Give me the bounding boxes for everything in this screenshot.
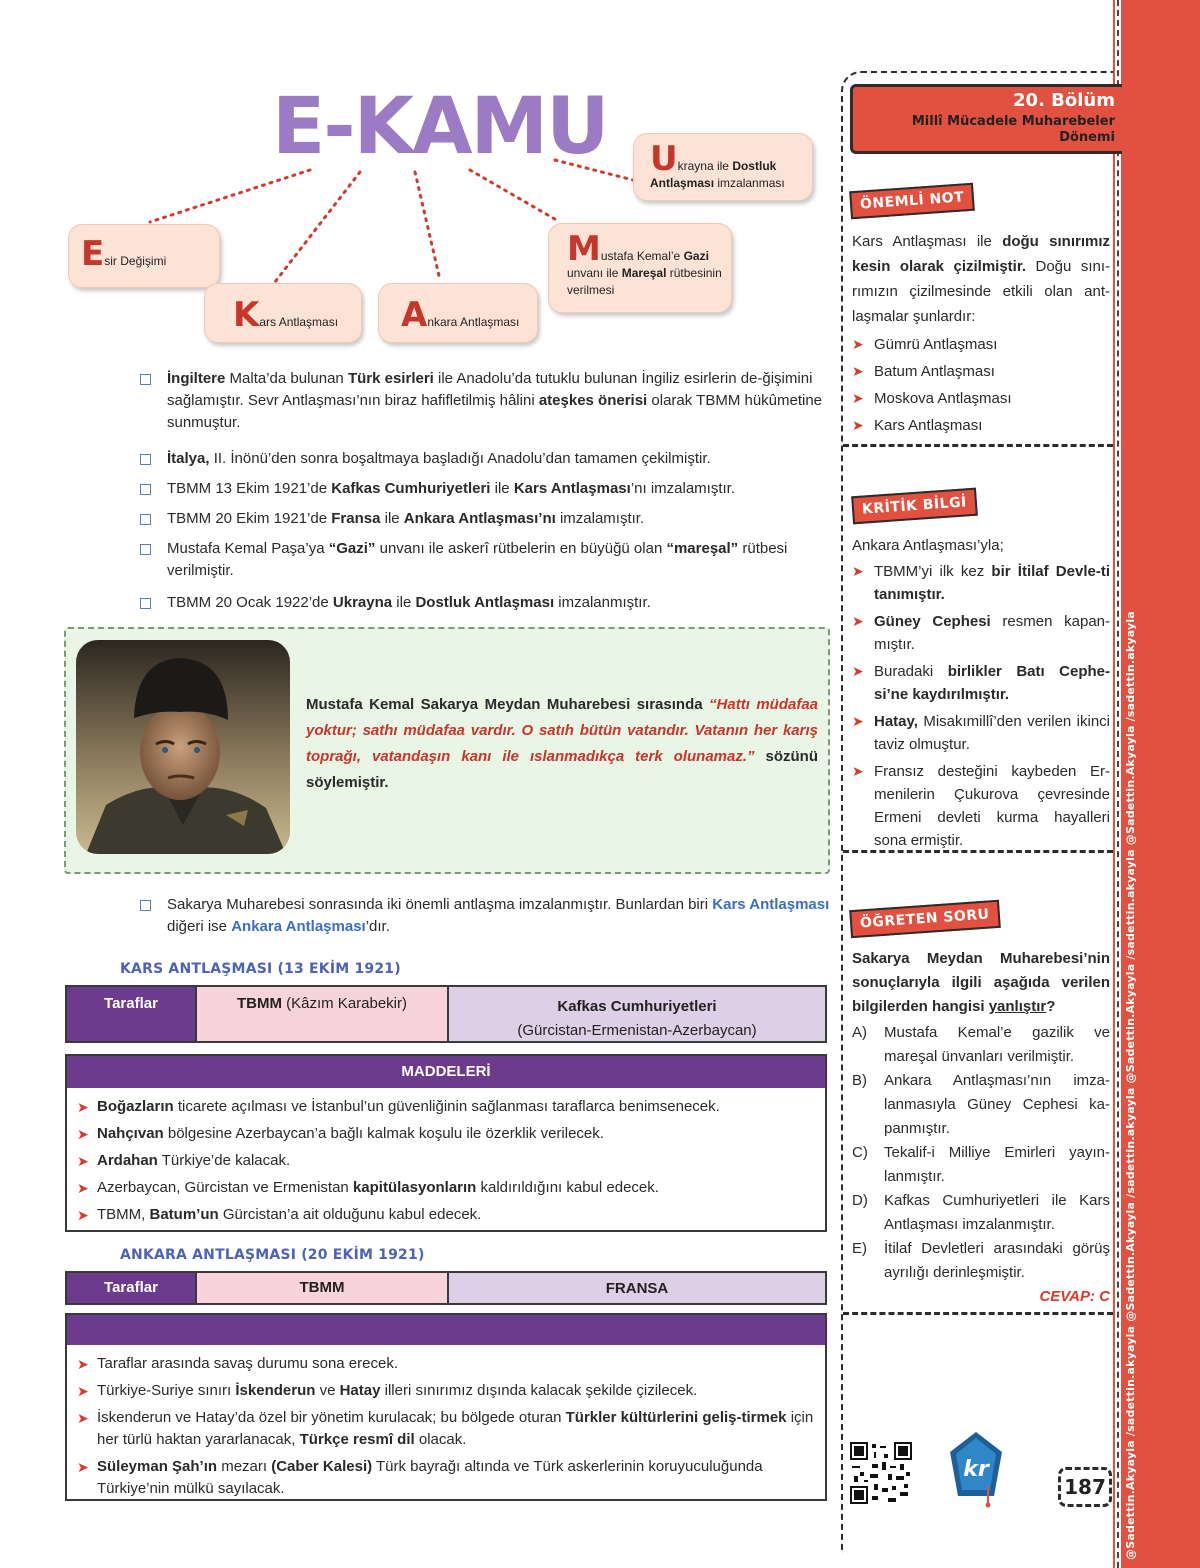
- text: Mustafa Kemal Sakarya Meydan Muharebesi sırasında: [306, 696, 710, 713]
- arrow-icon: ➤: [852, 417, 864, 433]
- bold-text: Nahçıvan: [97, 1125, 164, 1142]
- text: imzalanmıştır.: [554, 594, 651, 611]
- bold-text: Batum’un: [149, 1206, 219, 1223]
- bold-text: (Caber Kalesi): [271, 1458, 373, 1475]
- arrow-icon: ➤: [77, 1207, 89, 1223]
- question-text: [852, 947, 1110, 1019]
- parties-label: Taraflar: [67, 1273, 197, 1303]
- text: rütbesi verilmiştir.: [167, 540, 788, 579]
- text: Kars Antlaşması ile: [852, 233, 1003, 250]
- text: Ankara Antlaşması’yla;: [852, 537, 1004, 554]
- mindmap-text-bold: Antlaşması: [650, 176, 715, 190]
- answer-option: [852, 1189, 1110, 1237]
- text: imzalamıştır.: [555, 510, 645, 527]
- kars-articles-box: [65, 1054, 827, 1232]
- bold-text: Kafkas Cumhuriyetleri: [557, 998, 717, 1015]
- list-item: [852, 333, 1110, 356]
- list-item: [852, 760, 1110, 852]
- checkbox-square-icon: [140, 900, 151, 911]
- bold-text: birlikler Batı Cephe-si’ne kaydırılmıştır.: [874, 663, 1111, 703]
- option-letter: E): [852, 1240, 867, 1257]
- bold-text: “mareşal”: [666, 540, 739, 557]
- publisher-logo: [948, 1430, 1004, 1510]
- text: kaldırıldığını kabul edecek.: [476, 1179, 659, 1196]
- bold-text: kapitülasyonların: [352, 1179, 477, 1196]
- list-item: [140, 508, 830, 530]
- text: ?: [1046, 998, 1056, 1015]
- critical-info-text: [852, 533, 1110, 856]
- text: ’dır.: [365, 918, 390, 935]
- arrow-icon: ➤: [77, 1126, 89, 1142]
- critical-info-list: [852, 560, 1110, 852]
- bold-text: bir İtilaf Devle-ti tanımıştır.: [874, 563, 1110, 603]
- text: unvanı ile askerî rütbelerin en büyüğü olan: [375, 540, 667, 557]
- text: Malta’da bulunan: [225, 370, 348, 387]
- articles-header: MADDELERİ: [67, 1056, 825, 1088]
- list-item: [852, 560, 1110, 606]
- text: Dönemi: [1059, 130, 1115, 145]
- list-item: [140, 368, 830, 440]
- mindmap-text: ars Antlaşması: [259, 315, 339, 329]
- list-item: [852, 660, 1110, 706]
- teaching-question: [852, 947, 1110, 1309]
- bold-text: TBMM: [236, 995, 282, 1012]
- qr-code[interactable]: [848, 1440, 914, 1506]
- text: mezarı: [217, 1458, 272, 1475]
- text: Sakarya Muharebesi sonrasında iki önemli antlaşma imzalanmıştır. Bunlardan biri: [167, 896, 713, 913]
- ankara-section-title: ANKARA ANTLAŞMASI (20 EKİM 1921): [120, 1247, 425, 1263]
- answer-option: [852, 1141, 1110, 1189]
- arrow-icon: ➤: [77, 1459, 89, 1475]
- bold-text: Kars Antlaşması: [513, 480, 631, 497]
- list-item: [852, 710, 1110, 756]
- answer-key: CEVAP: C: [1039, 1288, 1110, 1305]
- bold-text: Ardahan: [97, 1152, 158, 1169]
- mindmap-box-esir: [68, 224, 220, 288]
- arrow-icon: ➤: [852, 390, 864, 406]
- text: Mustafa Kemal Paşa’ya: [167, 540, 329, 557]
- mindmap-text: rütbesinin: [666, 266, 722, 280]
- bold-text: Güney Cephesi: [874, 613, 991, 630]
- quote-red-text: “Hattı müdafaa yoktur; sathı müdafaa vardır. O satıh bütün vatandır. Vatanın her karış toprağı, vatandaşın kanı ile ıslanmadıkça terk olunamaz.”: [306, 696, 818, 765]
- bold-text: Hatay: [339, 1382, 381, 1399]
- teaching-question-tag: ÖĞRETEN SORU: [849, 900, 1000, 938]
- edge-cut-line: [1117, 0, 1119, 1568]
- text: (Kâzım Karabekir): [281, 995, 408, 1012]
- option-letter: C): [852, 1144, 868, 1161]
- list-item: [852, 414, 1110, 437]
- arrow-icon: ➤: [852, 763, 864, 779]
- mindmap-box-ankara: [378, 283, 538, 343]
- mindmap-text-bold: Mareşal: [621, 266, 667, 280]
- text: ile: [490, 480, 514, 497]
- quote-text: [306, 692, 818, 796]
- arrow-icon: ➤: [852, 713, 864, 729]
- text: ve: [315, 1382, 340, 1399]
- party-2: FRANSA: [449, 1273, 825, 1303]
- list-item: [140, 592, 830, 614]
- answer-option: [852, 1237, 1110, 1285]
- list-item: [140, 448, 830, 470]
- text: resmen kapan-mıştır.: [874, 613, 1111, 653]
- bold-text: Kafkas Cumhuriyetleri: [331, 480, 491, 497]
- mindmap-box-kars: [204, 283, 362, 343]
- important-note-tag: ÖNEMLİ NOT: [849, 183, 975, 220]
- text: ticarete açılması ve İstanbul’un güvenliğinin sağlanması taraflarca benimsenecek.: [173, 1098, 720, 1115]
- underlined-text: yanlıştır: [988, 998, 1047, 1015]
- important-note-list: [852, 333, 1110, 437]
- list-item: [77, 1407, 815, 1451]
- text: TBMM 20 Ekim 1921’de: [167, 510, 332, 527]
- section-divider: [843, 850, 1113, 853]
- critical-info-tag: KRİTİK BİLGİ: [851, 488, 977, 525]
- bold-text: İskenderun: [235, 1382, 316, 1399]
- bold-text: ateşkes önerisi: [538, 392, 648, 409]
- mindmap-box-mustafa: [548, 223, 732, 313]
- svg-text:kr: kr: [963, 1457, 989, 1482]
- list-item: [852, 387, 1110, 410]
- text: TBMM 13 Ekim 1921’de: [167, 480, 332, 497]
- text: Buradaki: [874, 663, 948, 680]
- text: Moskova Antlaşması: [874, 390, 1012, 407]
- text: TBMM’yi ilk kez: [874, 563, 992, 580]
- ankara-articles-box: [65, 1313, 827, 1501]
- option-text: Mustafa Kemal’e gazilik ve mareşal ünvanları verilmiştir.: [884, 1024, 1110, 1065]
- list-item: [77, 1380, 815, 1402]
- bold-text: Türkçe resmî dil: [299, 1431, 415, 1448]
- text: Türkiye’de kalacak.: [157, 1152, 291, 1169]
- checkbox-square-icon: [140, 484, 151, 495]
- party-1: [197, 987, 449, 1041]
- blue-text: Ankara Antlaşması: [231, 918, 366, 935]
- text: için her türlü haktan yararlanacak,: [97, 1409, 814, 1448]
- option-letter: B): [852, 1072, 867, 1089]
- mindmap-letter: U: [650, 139, 678, 179]
- text: Misakımillî’den verilen ikinci taviz olmuştur.: [874, 713, 1110, 753]
- text: bölgesine Azerbaycan’a bağlı kalmak koşulu ile özerklik verilecek.: [163, 1125, 604, 1142]
- checkbox-square-icon: [140, 454, 151, 465]
- text: TBMM,: [97, 1206, 150, 1223]
- checkbox-square-icon: [140, 374, 151, 385]
- portrait-image: [76, 640, 290, 854]
- important-note-text: [852, 229, 1110, 441]
- bullet-list: [140, 368, 830, 622]
- bold-text: Hatay,: [874, 713, 918, 730]
- text: olacak.: [414, 1431, 467, 1448]
- text: Kars Antlaşması: [874, 417, 983, 434]
- mindmap-box-ukrayna: [633, 133, 813, 201]
- arrow-icon: ➤: [77, 1153, 89, 1169]
- bold-text: “Gazi”: [328, 540, 376, 557]
- chapter-number: 20. Bölüm: [1013, 90, 1115, 111]
- list-item: [140, 538, 830, 584]
- bold-text: İngiltere: [167, 370, 226, 387]
- arrow-icon: ➤: [77, 1383, 89, 1399]
- mindmap-letter: E: [81, 234, 105, 274]
- articles-list: [67, 1088, 825, 1237]
- text: Millî Mücadele Muharebeler: [911, 114, 1115, 129]
- text: ile: [380, 510, 404, 527]
- arrow-icon: ➤: [77, 1410, 89, 1426]
- bold-text: Fransa: [331, 510, 381, 527]
- text: Gümrü Antlaşması: [874, 336, 998, 353]
- arrow-icon: ➤: [852, 563, 864, 579]
- text: ’nı imzalamıştır.: [630, 480, 735, 497]
- section-divider: [843, 1312, 1113, 1315]
- text: Türk bayrağı altında ve Türk askerlerinin koruyuculuğunda Türkiye’nin mülkü sayılacak.: [97, 1458, 763, 1497]
- option-text: Kafkas Cumhuriyetleri ile Kars Antlaşması imzalanmıştır.: [884, 1192, 1110, 1233]
- option-text: Ankara Antlaşması’nın imza-lanmasıyla Güney Cephesi ka-panmıştır.: [884, 1072, 1110, 1137]
- bold-text: Türk esirleri: [347, 370, 434, 387]
- mindmap-text: unvanı ile: [567, 266, 622, 280]
- mindmap-text-bold: Dostluk: [732, 159, 777, 173]
- bold-text: Türkler kültürlerini geliş-tirmek: [565, 1409, 787, 1426]
- blue-text: Kars Antlaşması: [712, 896, 830, 913]
- articles-header: [67, 1315, 825, 1345]
- text: Fransız desteğini kaybeden Er-menilerin Çukurova çevresinde Ermeni devleti kurma hayalleri sona ermiştir.: [874, 763, 1110, 849]
- ankara-parties-row: [65, 1271, 827, 1305]
- checkbox-square-icon: [140, 598, 151, 609]
- arrow-icon: ➤: [77, 1099, 89, 1115]
- bold-text: doğu sınırımız kesin olarak çizilmiştir.: [852, 233, 1111, 275]
- bold-text: İtalya,: [167, 450, 210, 467]
- text: İskenderun ve Hatay’da özel bir yönetim kurulacak; bu bölgede oturan: [97, 1409, 566, 1426]
- text: II. İnönü’den sonra boşaltmaya başladığı Anadolu’dan tamamen çekilmiştir.: [209, 450, 711, 467]
- party-2: [449, 987, 825, 1041]
- text: (Gürcistan-Ermenistan-Azerbaycan): [517, 1022, 757, 1039]
- mindmap-text: ustafa Kemal’e: [600, 249, 684, 263]
- arrow-icon: ➤: [77, 1180, 89, 1196]
- mindmap-letter: K: [233, 295, 260, 335]
- section-divider: [843, 444, 1113, 447]
- mindmap-text: imzalanması: [714, 176, 785, 190]
- list-item: [77, 1204, 815, 1226]
- mindmap-text: krayna ile: [677, 159, 733, 173]
- option-letter: A): [852, 1024, 867, 1041]
- list-item: [140, 478, 830, 500]
- option-text: İtilaf Devletleri arasındaki görüş ayrılığı derinleşmiştir.: [884, 1240, 1110, 1281]
- arrow-icon: ➤: [852, 363, 864, 379]
- bold-text: Ukrayna: [332, 594, 393, 611]
- text: TBMM 20 Ocak 1922’de: [167, 594, 333, 611]
- social-handle-text: @Sadettin.Akyayla /sadettin.akyayla @Sadettin.Akyayla /sadettin.akyayla @Sadettin.Akyayla /sadettin.akyayla @Sadettin.Akyayla /sadettin.akyayla: [1124, 610, 1137, 1560]
- mindmap-title: E-KAMU: [272, 82, 608, 172]
- mindmap-letter: M: [567, 229, 601, 269]
- text: Batum Antlaşması: [874, 363, 995, 380]
- arrow-icon: ➤: [852, 613, 864, 629]
- page-number: 187: [1058, 1467, 1112, 1507]
- kars-parties-row: [65, 985, 827, 1043]
- sakarya-bullet: [140, 894, 830, 946]
- articles-list: [67, 1345, 825, 1511]
- checkbox-square-icon: [140, 544, 151, 555]
- list-item: [77, 1150, 815, 1172]
- text: sözünü söylemiştir.: [306, 748, 818, 791]
- text: Türkiye-Suriye sınırı: [97, 1382, 236, 1399]
- option-text: Tekalif-i Milliye Emirleri yayın-lanmıştır.: [884, 1144, 1110, 1185]
- text: Azerbaycan, Gürcistan ve Ermenistan: [97, 1179, 353, 1196]
- text: Gürcistan’a ait olduğunu kabul edecek.: [218, 1206, 482, 1223]
- list-item: [77, 1456, 815, 1500]
- mindmap-text: nkara Antlaşması: [427, 315, 520, 329]
- arrow-icon: ➤: [852, 336, 864, 352]
- social-handle-strip: [1121, 0, 1143, 1568]
- list-item: [77, 1096, 815, 1118]
- text: illeri sınırımız dışında kalacak şekilde çizilecek.: [380, 1382, 698, 1399]
- mindmap-text-bold: Gazi: [683, 249, 709, 263]
- list-item: [140, 894, 830, 938]
- arrow-icon: ➤: [77, 1356, 89, 1372]
- list-item: [77, 1177, 815, 1199]
- bold-text: Süleyman Şah’ın: [97, 1458, 218, 1475]
- list-item: [77, 1123, 815, 1145]
- text: Doğu sını-rımızın çizilmesinde etkili olan ant-laşmalar şunlardır:: [852, 258, 1110, 325]
- list-item: [852, 610, 1110, 656]
- party-1: TBMM: [197, 1273, 449, 1303]
- mindmap-text: sir Değişimi: [104, 254, 167, 268]
- text: ile Anadolu’da tutuklu bulunan İngiliz esirlerin de-ğişimini sağlamıştır. Sevr Antlaşması’nın biraz hafifletilmiş hâlini: [167, 370, 813, 409]
- list-item: [852, 360, 1110, 383]
- kars-section-title: KARS ANTLAŞMASI (13 EKİM 1921): [120, 961, 401, 977]
- answer-option: [852, 1069, 1110, 1141]
- answer-option: [852, 1021, 1110, 1069]
- text: diğeri ise: [167, 918, 232, 935]
- arrow-icon: ➤: [852, 663, 864, 679]
- text: olarak TBMM hükûmetine sunmuştur.: [167, 392, 823, 431]
- checkbox-square-icon: [140, 514, 151, 525]
- parties-label: Taraflar: [67, 987, 197, 1041]
- text: Sakarya Meydan Muharebesi’nin sonuçlarıyla ilgili aşağıda verilen bilgilerden hangisi: [852, 950, 1110, 1015]
- mindmap-text: verilmesi: [567, 283, 615, 297]
- chapter-title: [912, 114, 1115, 146]
- text: ile: [392, 594, 416, 611]
- option-letter: D): [852, 1192, 868, 1209]
- bold-text: Ankara Antlaşması’nı: [403, 510, 556, 527]
- mindmap-letter: A: [401, 295, 428, 335]
- bold-text: Boğazların: [97, 1098, 174, 1115]
- text: Taraflar arasında savaş durumu sona erecek.: [97, 1355, 398, 1372]
- bold-text: Dostluk Antlaşması: [415, 594, 555, 611]
- list-item: [77, 1353, 815, 1375]
